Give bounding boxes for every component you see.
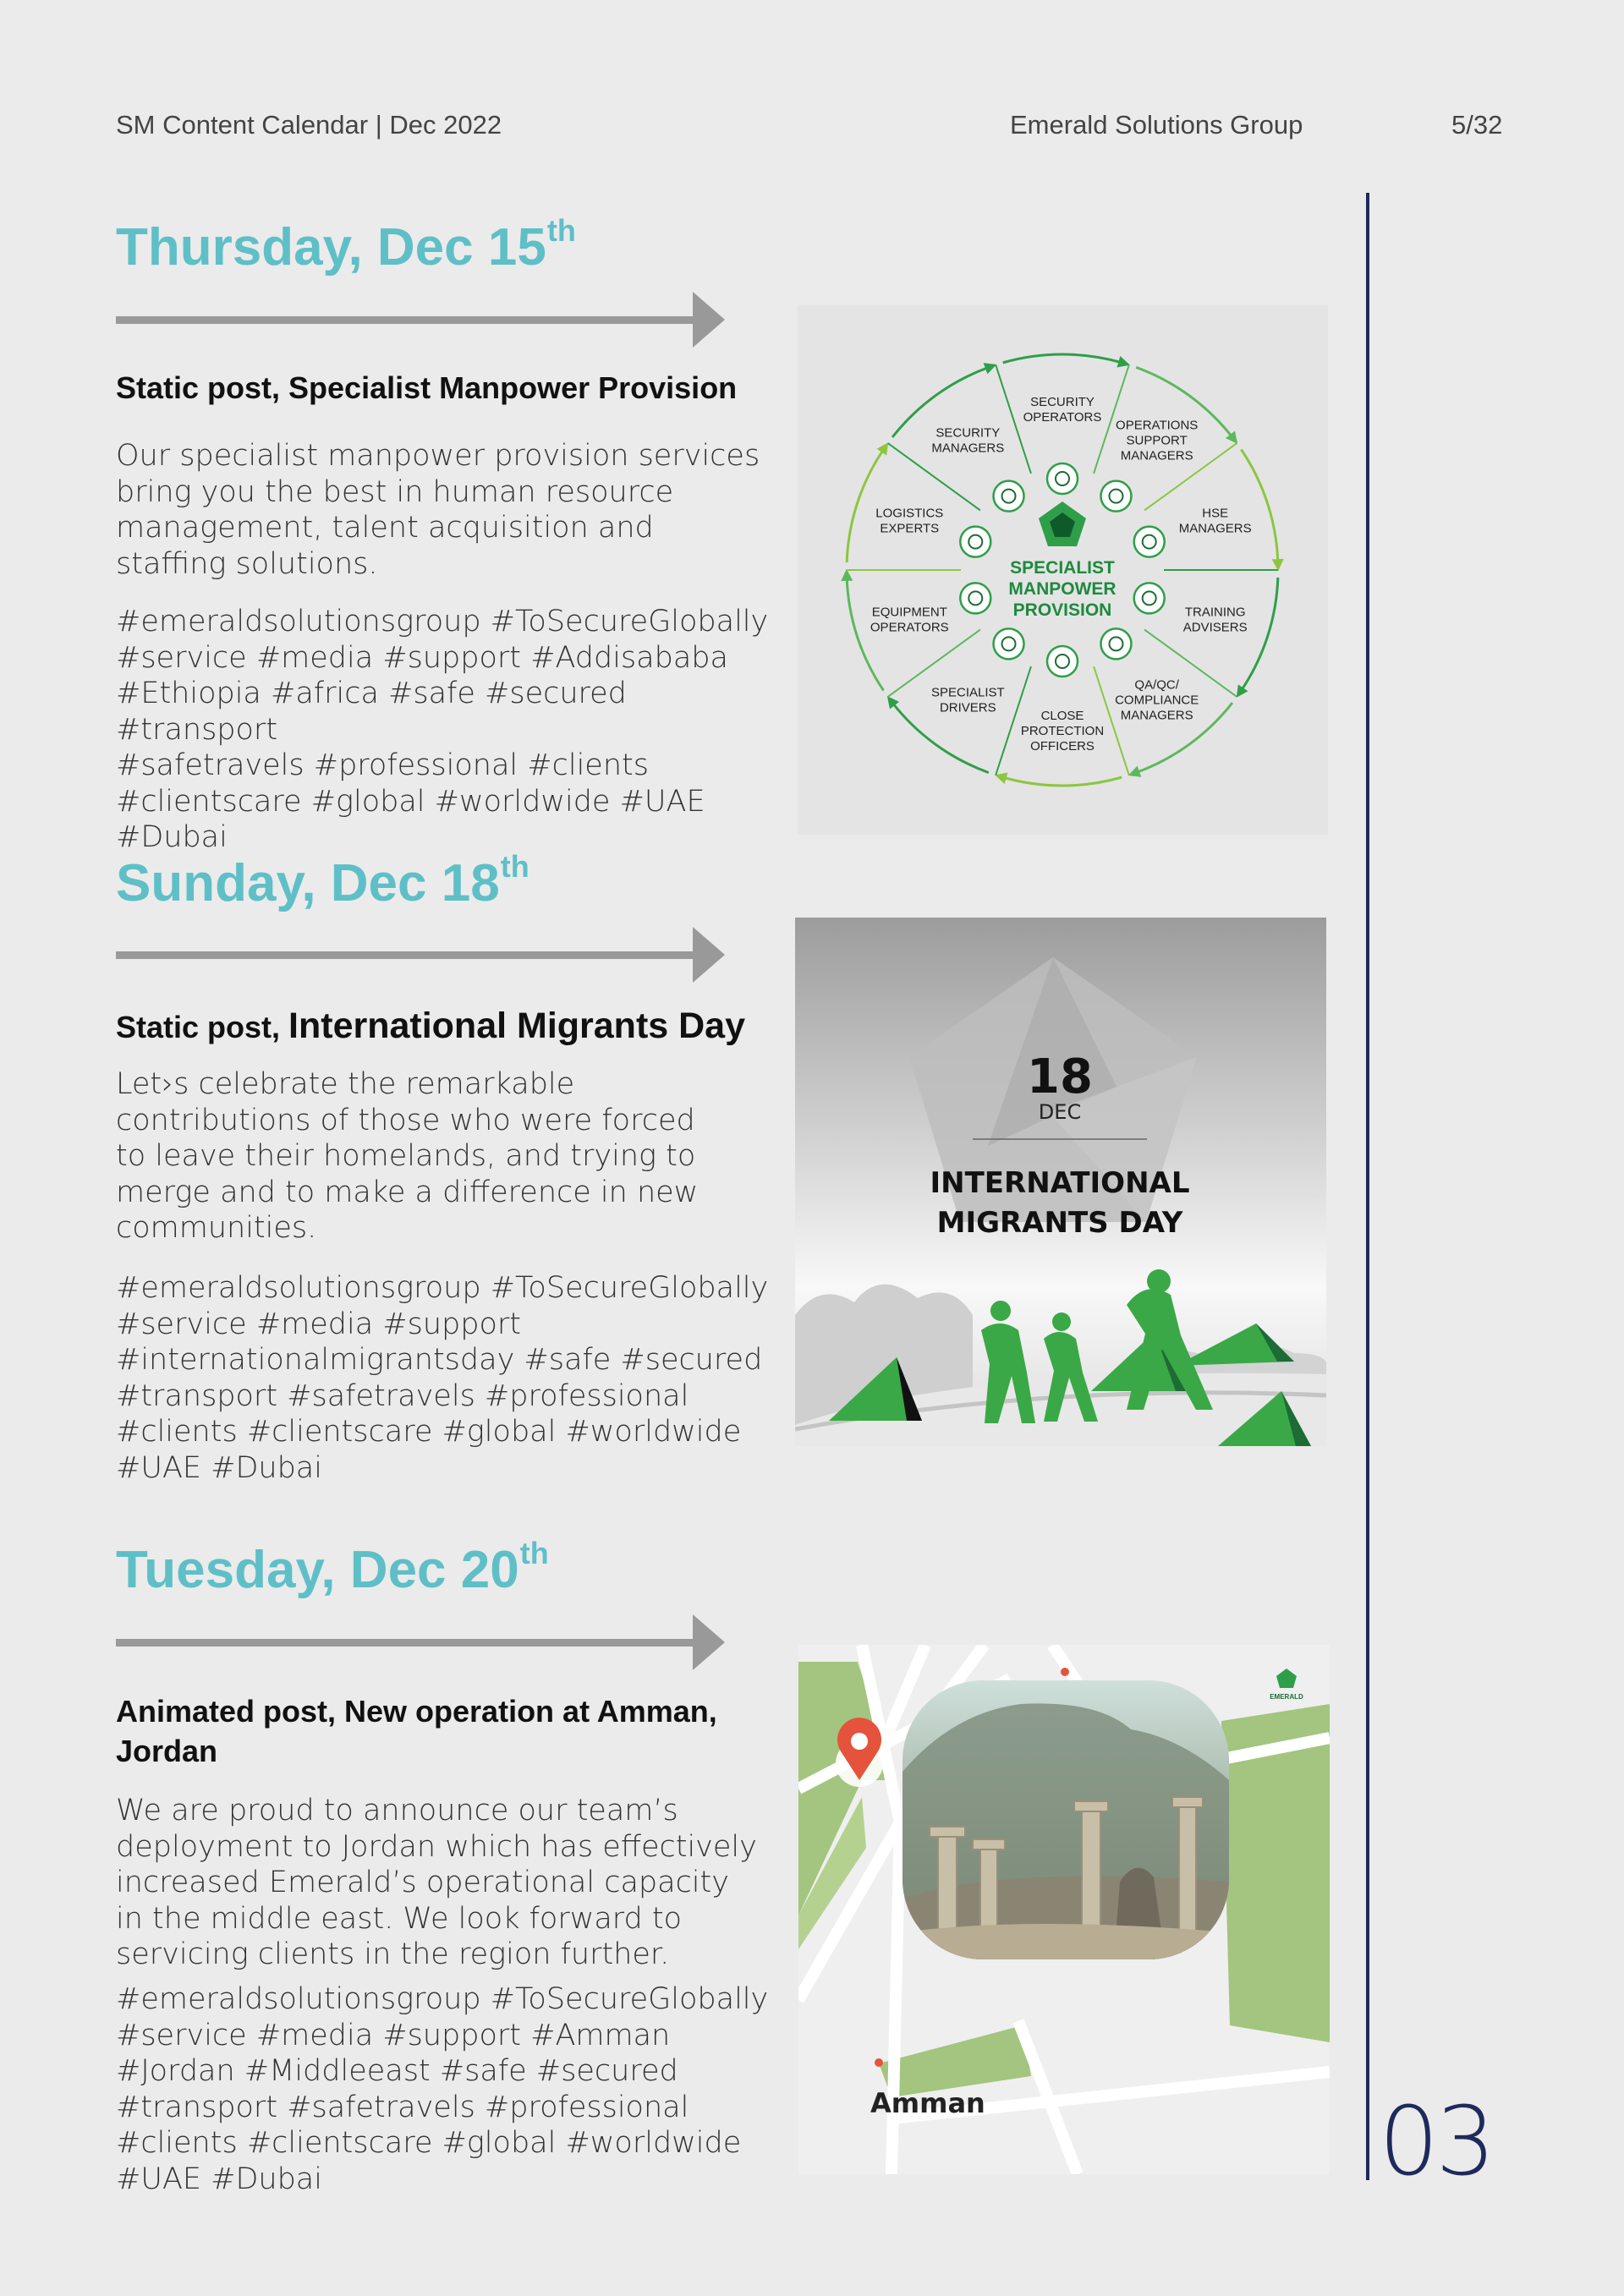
manpower-role-label: SECURITY OPERATORS bbox=[1023, 395, 1102, 425]
manpower-center-2: MANPOWER bbox=[1008, 579, 1116, 599]
manpower-role-label: OPERATIONS SUPPORT MANAGERS bbox=[1116, 418, 1199, 463]
post-1-arrow bbox=[116, 292, 725, 348]
manpower-provision-graphic bbox=[798, 305, 1328, 835]
manpower-role-icon bbox=[1047, 463, 1078, 494]
manpower-role-label: TRAINING ADVISERS bbox=[1182, 605, 1248, 635]
post-2-title: Static post, International Migrants Day bbox=[116, 1006, 746, 1046]
manpower-role-icon bbox=[1047, 646, 1078, 677]
manpower-role-label: QA/QC/ COMPLIANCE MANAGERS bbox=[1115, 677, 1199, 723]
manpower-role-icon bbox=[1134, 583, 1165, 613]
manpower-role-icon bbox=[960, 583, 990, 613]
section-number: 03 bbox=[1379, 2087, 1493, 2197]
migrants-title-line1: INTERNATIONAL bbox=[930, 1166, 1190, 1200]
post-1-title: Static post, Specialist Manpower Provision bbox=[116, 370, 738, 405]
post-3-title: Animated post, New operation at Amman, Jordan bbox=[116, 1694, 717, 1768]
post-1-body: Our specialist manpower provision services bring you the best in human resource management, talent acquisition and staffing solutions. bbox=[116, 439, 760, 581]
manpower-role-label: HSE MANAGERS bbox=[1178, 506, 1252, 536]
manpower-role-icon bbox=[1100, 481, 1131, 512]
post-1-date: Thursday, Dec 15th bbox=[116, 213, 576, 277]
manpower-role-icon bbox=[960, 527, 990, 557]
post-2-hashtags: #emeraldsolutionsgroup #ToSecureGlobally #service #media #support #internationalmigrantsday #safe #secured #transport #safetravels #professional #clients #clientscare #global #worldwide #UAE #Dubai bbox=[116, 1271, 769, 1485]
manpower-role-icon bbox=[994, 481, 1024, 512]
post-3-date: Tuesday, Dec 20th bbox=[116, 1536, 549, 1599]
manpower-role-icon bbox=[1100, 628, 1131, 659]
manpower-role-icon bbox=[1134, 527, 1165, 557]
post-2-date: Sunday, Dec 18th bbox=[116, 849, 529, 912]
svg-text:EMERALD: EMERALD bbox=[1270, 1693, 1303, 1701]
header-company: Emerald Solutions Group bbox=[1010, 110, 1303, 140]
migrants-title-line2: MIGRANTS DAY bbox=[936, 1206, 1183, 1240]
manpower-center-1: SPECIALIST bbox=[1010, 558, 1115, 578]
location-pin-icon bbox=[836, 1718, 883, 1787]
post-3-body: We are proud to announce our team’s deployment to Jordan which has effectively increased Emerald’s operational capacity in the middle east. We look forward to servicing clients in the region further. bbox=[116, 1794, 757, 1971]
post-1-hashtags: #emeraldsolutionsgroup #ToSecureGlobally #service #media #support #Addisababa #Ethiopia #africa #safe #secured #transport #safetravels #professional #clients #clientscare #global #worldwide #UAE #Dubai bbox=[116, 605, 769, 854]
amman-map-graphic bbox=[798, 1645, 1330, 2174]
manpower-role-icon bbox=[994, 628, 1024, 659]
migrants-day-month: DEC bbox=[1038, 1100, 1082, 1124]
manpower-role-label: LOGISTICS EXPERTS bbox=[875, 506, 944, 536]
manpower-role-label: SPECIALIST DRIVERS bbox=[930, 685, 1005, 715]
header-doc-title: SM Content Calendar | Dec 2022 bbox=[116, 110, 502, 140]
post-2-body: Let›s celebrate the remarkable contributions of those who were forced to leave their homelands, and trying to merge and to make a difference in new communities. bbox=[116, 1067, 699, 1245]
migrants-day-graphic bbox=[795, 918, 1326, 1446]
manpower-role-label: CLOSE PROTECTION OFFICERS bbox=[1020, 709, 1105, 753]
manpower-role-label: SECURITY MANAGERS bbox=[931, 425, 1005, 456]
header-page-count: 5/32 bbox=[1451, 110, 1503, 140]
manpower-role-label: EQUIPMENT OPERATORS bbox=[870, 605, 949, 635]
amman-label: Amman bbox=[870, 2087, 985, 2119]
manpower-center-3: PROVISION bbox=[1012, 600, 1112, 620]
post-3-hashtags: #emeraldsolutionsgroup #ToSecureGlobally #service #media #support #Amman #Jordan #Middleeast #safe #secured #transport #safetravels #professional #clients #clientscare #global #worldwide #UAE #Dubai bbox=[116, 1982, 769, 2196]
migrants-day-number: 18 bbox=[1027, 1049, 1093, 1104]
post-3-arrow bbox=[116, 1614, 725, 1670]
post-2-arrow bbox=[116, 927, 725, 983]
side-divider bbox=[1366, 193, 1369, 2180]
